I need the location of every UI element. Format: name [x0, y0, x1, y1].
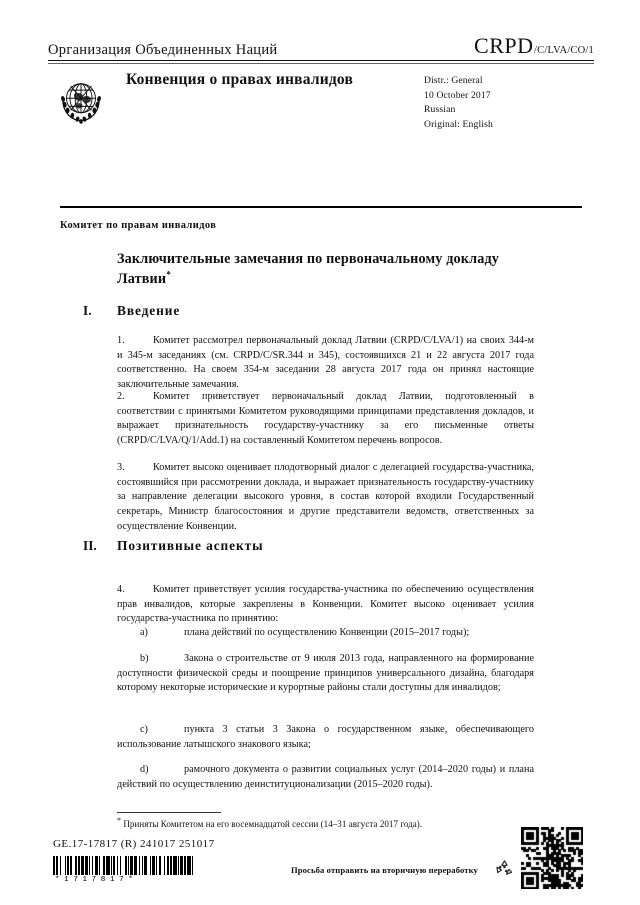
- subitem-text: пункта 3 статьи 3 Закона о государственном языке, обеспечивающего использование латышского знакового языка;: [117, 724, 534, 750]
- paragraph-2: [117, 390, 534, 449]
- paragraph-text: Комитет высоко оценивает плодотворный диалог с делегацией государства-участника, состоявшийся при рассмотрении доклада, и выражает признательность государству-участнику за направление делегации высокого уровня, в состав которой входили Государственный секретарь, Министр благосостояния и другие представители ведомств, ответственных за осуществление Конвенции.: [117, 462, 534, 532]
- job-number: GE.17-17817 (R) 241017 251017: [53, 838, 215, 850]
- paragraph-text: Комитет рассмотрел первоначальный доклад Латвии (CRPD/C/LVA/1) на своих 344-м и 345-м заседаниях (см. CRPD/C/SR.344 и 345), состоявшихся 21 и 22 августа 2017 года соответственно. На своем 354-м заседании 28 августа 2017 года он принял настоящие заключительные замечания.: [117, 335, 534, 391]
- paragraph-number: 3.: [117, 462, 125, 473]
- document-symbol: [474, 33, 594, 59]
- page-title-text: Заключительные замечания по первоначальному докладу Латвии: [117, 251, 500, 288]
- footnote: [117, 818, 537, 831]
- distr-date: 10 October 2017: [424, 89, 491, 101]
- distr-line: Distr.: General: [424, 75, 483, 86]
- masthead-rule-secondary: [48, 63, 594, 64]
- recycling-icon: [494, 858, 515, 879]
- paragraph-text: Комитет приветствует усилия государства-участника по обеспечению осуществления прав инвалидов, которые закреплены в Конвенции. Комитет высоко оценивает усилия государства-участника по принятию:: [117, 584, 534, 625]
- paragraph-4: [117, 583, 534, 627]
- distr-original: Original: English: [424, 118, 493, 130]
- subitem-c: [117, 723, 534, 752]
- paragraph-text: Комитет приветствует первоначальный доклад Латвии, подготовленный в соответствии с принятыми Комитетом руководящими принципами представления докладов, и выражает признательность государству-участнику за его письменные ответы (CRPD/C/LVA/Q/1/Add.1) на составленный Комитетом перечень вопросов.: [117, 391, 534, 447]
- page-title: [117, 249, 537, 289]
- paragraph-number: 4.: [117, 584, 125, 595]
- subitem-label: a): [140, 627, 148, 638]
- subitem-label: b): [140, 653, 149, 664]
- footnote-marker: *: [117, 816, 122, 825]
- paragraph-number: 2.: [117, 391, 125, 402]
- paragraph-1: [117, 334, 534, 393]
- section-numeral: I.: [83, 303, 92, 318]
- qr-code: [521, 827, 583, 889]
- barcode-text: *1717817*: [55, 875, 138, 884]
- distr-language: Russian: [424, 104, 456, 116]
- subitem-text: рамочного документа о развитии социальных услуг (2014–2020 годы) и плана действий по осуществлению деинституционализации (2015–2020 годы).: [117, 764, 534, 790]
- convention-title: Конвенция о правах инвалидов: [126, 71, 354, 88]
- barcode: [53, 856, 195, 882]
- recycle-note: Просьба отправить на вторичную переработку: [291, 865, 478, 875]
- section-heading-positive-aspects: [83, 538, 263, 554]
- section-heading-introduction: [83, 303, 180, 319]
- subitem-b: [117, 652, 534, 696]
- section-divider-rule: [60, 206, 582, 208]
- subitem-d: [117, 763, 534, 792]
- un-emblem: [52, 71, 110, 129]
- distribution-block: [424, 74, 599, 132]
- masthead: [48, 33, 594, 59]
- committee-name: Комитет по правам инвалидов: [60, 220, 217, 231]
- subitem-label: c): [140, 724, 148, 735]
- barcode-bars: [53, 856, 195, 875]
- footnote-separator: [117, 812, 221, 813]
- subitem-a: [117, 626, 534, 641]
- document-symbol-suffix: /C/LVA/CO/1: [534, 45, 594, 56]
- page-title-footnote-marker: *: [166, 269, 171, 280]
- masthead-row: [48, 33, 594, 59]
- subitem-text: плана действий по осуществлению Конвенции (2015–2017 годы);: [184, 627, 470, 638]
- paragraph-3: [117, 461, 534, 535]
- section-label: Позитивные аспекты: [117, 538, 264, 553]
- section-label: Введение: [117, 303, 181, 318]
- subitem-text: Закона о строительстве от 9 июля 2013 года, направленного на формирование доступности физической среды и поощрение принципов универсального дизайна, благодаря которому некоторые исторические и курортные районы стали доступны для инвалидов;: [117, 653, 534, 694]
- section-numeral: II.: [83, 538, 97, 553]
- subitem-label: d): [140, 764, 149, 775]
- document-symbol-main: CRPD: [474, 33, 534, 58]
- masthead-rule: [48, 60, 594, 61]
- footnote-text: Приняты Комитетом на его восемнадцатой сессии (14–31 августа 2017 года).: [123, 819, 423, 829]
- paragraph-number: 1.: [117, 335, 125, 346]
- organization-name: Организация Объединенных Наций: [48, 42, 278, 58]
